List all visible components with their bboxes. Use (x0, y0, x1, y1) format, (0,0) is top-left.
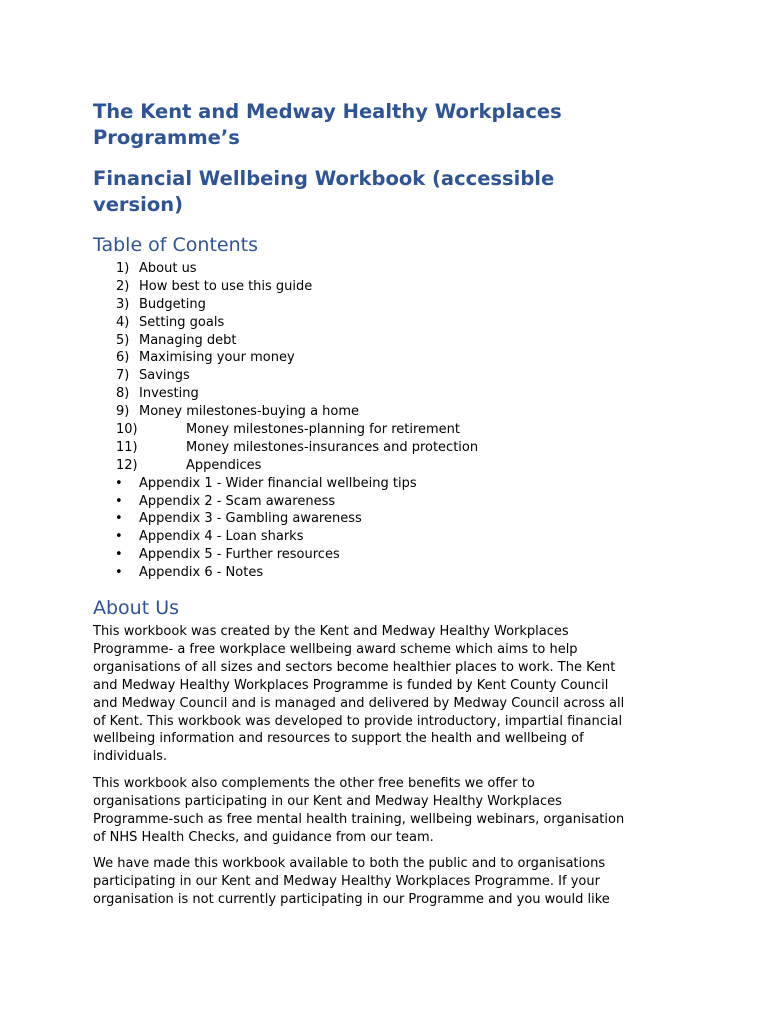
paragraph-line: We have made this workbook available to both the public and to organisations (93, 856, 606, 871)
paragraph-line: organisations of all sizes and sectors become healthier places to work. The Kent (93, 659, 616, 675)
title-line-2: Programme’s (93, 126, 240, 149)
document-subtitle (93, 166, 653, 218)
toc-appendix-2[interactable] (93, 493, 653, 511)
toc-item-number: 6) (116, 350, 130, 366)
title-line-1: The Kent and Medway Healthy Workplaces (93, 100, 562, 123)
about-paragraph-1 (93, 623, 683, 766)
toc-item-number: 10) (116, 422, 138, 438)
about-us-heading: About Us (93, 597, 180, 619)
toc-item-appendices[interactable] (93, 457, 653, 475)
toc-item-number: 4) (116, 314, 130, 330)
toc-heading: Table of Contents (93, 234, 258, 256)
toc-item-maximising-money[interactable] (93, 349, 653, 367)
paragraph-line: organisations participating in our Kent and Medway Healthy Workplaces (93, 793, 562, 809)
toc-item-label: Investing (139, 386, 199, 402)
paragraph-line: wellbeing information and resources to support the health and wellbeing of (93, 731, 584, 747)
paragraph-line: This workbook was created by the Kent and Medway Healthy Workplaces (93, 624, 569, 639)
toc-appendix-3[interactable] (93, 510, 653, 528)
bullet-icon: • (115, 529, 123, 545)
toc-appendix-6[interactable] (93, 564, 653, 582)
paragraph-line: organisation is not currently participating in our Programme and you would like (93, 891, 610, 907)
toc-item-savings[interactable] (93, 367, 653, 385)
document-title (93, 99, 653, 151)
toc-item-label: About us (139, 261, 197, 276)
toc-item-number: 11) (116, 439, 138, 455)
bullet-icon: • (115, 511, 123, 527)
toc-item-number: 7) (116, 368, 130, 384)
toc-appendix-label: Appendix 6 - Notes (139, 565, 264, 581)
toc-item-label: Managing debt (139, 332, 237, 348)
subtitle-line-2: version) (93, 193, 184, 216)
toc-item-buying-home[interactable] (93, 403, 653, 421)
toc-item-insurances[interactable] (93, 439, 653, 457)
toc-item-number: 1) (116, 261, 130, 276)
paragraph-line: of NHS Health Checks, and guidance from our team. (93, 829, 434, 845)
paragraph-line: Programme- a free workplace wellbeing award scheme which aims to help (93, 641, 578, 657)
toc-item-managing-debt[interactable] (93, 332, 653, 350)
toc-item-number: 2) (116, 278, 130, 294)
toc-item-number: 8) (116, 386, 130, 402)
paragraph-line: and Medway Healthy Workplaces Programme is funded by Kent County Council (93, 677, 609, 693)
toc-appendix-4[interactable] (93, 528, 653, 546)
toc-item-label: Setting goals (139, 314, 225, 330)
paragraph-line: participating in our Kent and Medway Healthy Workplaces Programme. If your (93, 873, 600, 889)
toc-item-label: Maximising your money (139, 350, 295, 366)
toc-appendix-label: Appendix 1 - Wider financial wellbeing tips (139, 475, 417, 491)
toc-item-label: Budgeting (139, 296, 206, 312)
toc-item-label: How best to use this guide (139, 278, 313, 294)
toc-appendix-label: Appendix 4 - Loan sharks (139, 529, 304, 545)
toc-item-about-us[interactable] (93, 260, 653, 278)
paragraph-line: Programme-such as free mental health training, wellbeing webinars, organisation (93, 811, 625, 827)
toc-item-number: 12) (116, 457, 138, 473)
toc-item-budgeting[interactable] (93, 296, 653, 314)
bullet-icon: • (115, 493, 123, 509)
toc-item-investing[interactable] (93, 385, 653, 403)
toc-item-how-to-use[interactable] (93, 278, 653, 296)
toc-item-label: Money milestones-insurances and protection (186, 439, 479, 455)
bullet-icon: • (115, 565, 123, 581)
toc-item-number: 3) (116, 296, 130, 312)
paragraph-line: This workbook also complements the other free benefits we offer to (93, 776, 535, 791)
toc-appendix-5[interactable] (93, 546, 653, 564)
toc-appendix-label: Appendix 2 - Scam awareness (139, 493, 336, 509)
about-paragraph-2 (93, 775, 683, 847)
paragraph-line: of Kent. This workbook was developed to provide introductory, impartial financial (93, 713, 623, 729)
paragraph-line: individuals. (93, 749, 167, 765)
toc-item-label: Money milestones-planning for retirement (186, 422, 461, 438)
toc-item-number: 5) (116, 332, 130, 348)
bullet-icon: • (115, 475, 123, 491)
toc-appendix-1[interactable] (93, 475, 653, 493)
toc-item-label: Savings (139, 368, 190, 384)
paragraph-line: and Medway Council and is managed and delivered by Medway Council across all (93, 695, 625, 711)
toc-item-label: Appendices (186, 457, 262, 473)
about-paragraph-3 (93, 855, 683, 909)
toc-item-label: Money milestones-buying a home (139, 404, 360, 420)
toc-appendix-label: Appendix 5 - Further resources (139, 547, 340, 563)
toc-item-setting-goals[interactable] (93, 314, 653, 332)
toc-item-number: 9) (116, 404, 130, 420)
subtitle-line-1: Financial Wellbeing Workbook (accessible (93, 167, 555, 190)
bullet-icon: • (115, 547, 123, 563)
table-of-contents (93, 260, 653, 582)
toc-appendix-label: Appendix 3 - Gambling awareness (139, 511, 362, 527)
toc-item-retirement[interactable] (93, 421, 653, 439)
